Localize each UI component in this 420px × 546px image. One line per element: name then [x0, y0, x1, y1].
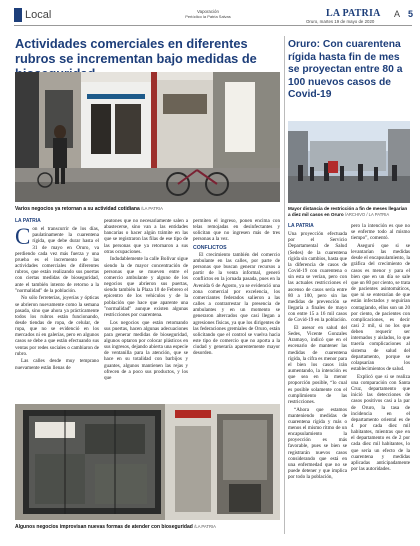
main-col-3 [193, 218, 280, 358]
dropcap: C [15, 224, 31, 250]
side-divider [284, 36, 285, 534]
side-col-1 [288, 223, 347, 482]
photo1-caption [15, 206, 280, 212]
main-col2-p3: Los negocios que están retomando sus puertas, hacen algunas adecuaciones para generar medidas de bioseguridad, algunos optaron por colocar plásticos en sus ingresos, dejando abierta una especie de ventanilla para la atención, que se hace en su totalidad con barbijos y guantes, algunos mantienen las rejas y ofrecen de a poco sus productos, y los que [104, 319, 188, 381]
main-col2-p2: Indudablemente la calle Bolívar sigue siendo la de mayor concentración de personas que se mueven entre el comercio ambulante y alguno de los negocios que abrieron sus puertas, siendo también la Plaza 10 de Febrero el epicentro de los vehículos y de la población que hace que aparente una "normalidad" aunque existen algunas restricciones por cuarentena. [104, 256, 188, 318]
side-col-2 [351, 223, 410, 474]
side-col1-p2: El asesor en salud del Sedes, Vicente Gonzales Aramayo, indicó que en el escenario de mantener las medidas de cuarentena rígida, la cifra es menor para el bien los casos irán aumentando, la intención es que sea en la menor proporción posible, “lo cual es posible solamente con el cumplimiento de las restricciones. [288, 325, 347, 405]
header-rule [14, 25, 412, 26]
paper-name: LA PATRIA [326, 8, 381, 19]
side-photo-caption-text: Mayor distancia de restricción a fin de meses llegarían a diez mil casos en Oruro [288, 206, 408, 217]
side-col1-p1: Una proyección efectuada por el Servicio Departamental de Salud (Sedes) de la cuarentena rígida sin cambios, hasta que la diferencia de casos de Covid-19 con cuarentena o sin esta se verían, pero con las actuales restricciones el ascenso de casos sería entre 80 a 100, pero sin las medidas de prevención se llegaría a finales de mayo con entre 15 a 16 mil casos de Covid-19 en la población. [288, 231, 347, 324]
street-crowd-photo [288, 121, 410, 203]
main-headline: Actividades comerciales en diferentes rubros se incrementan bajo medidas de [15, 36, 257, 66]
brand-line-2: Periódico la Patria Salvas [185, 14, 231, 19]
main-col1-p1: on el transcurrir de los días, paulatinamente la cuarentena rígida, que debe durar hasta el 31 de mayo en Oruro, va perdiendo cada vez más fuerza y una prueba es el incremento de las actividades comerciales de diferentes rubros, que están realizando sus puertas con ciertas medidas de bioseguridad, ante el también intento de retorno a la "normalidad" de la población. [15, 226, 99, 294]
dateline: Oruro, martes 19 de mayo de 2020 [306, 19, 375, 24]
side-byline: LA PATRIA [288, 223, 314, 229]
side-photo-caption [288, 206, 410, 217]
side-col2-p1: pero la intención es que no se enferme todo al mismo tiempo”, comentó. [351, 223, 410, 242]
side-col1-p3: “Ahora que estamos manteniendo medidas de cuarentena rígida y más o menos el mismo ritmo de un encapsulamiento la proyección es más favorable, pues se bien se registrarán nuevos casos considerando que está en una enfermedad que no se puede detener y que implica por todo la población, [288, 406, 347, 481]
page-number: 5 [408, 9, 414, 19]
main-col2-p1: peatones que no necesariamente salen a abastecerse, sino van a las entidades bancarias o hacer algún trámite en las que se registraron las filas de ese tipo de las personas que ya retornaron a sus otras ocupaciones. [104, 218, 188, 255]
side-col2-p2: Aseguró que si se levantarían las medidas desde el encapsulamiento, la gráfica del crecimiento de casos es menor y para el bien que en un día se sale que un 80 por ciento, se trata de pacientes asintomáticos, que ni se enterarían de que están infectados y seguirían contagiando, ellos son un 20 por ciento, de pacientes con complicaciones, es decir casi 2 mil, si no los que deben requerir ser internados y aislados, lo que traería complicaciones al sistema de salud del departamento, porque se colapsarían los establecimientos de salud. [351, 242, 410, 373]
main-col-1 [15, 218, 99, 372]
main-col3-p2: El crecimiento también del comercio ambulante en las calles, por parte de personas que buscan generar recursos a partir de la venta informal, generó conflictos en la jornada pasada, pues en la Avenida 6 de Agosto, ya se evidenció una zona comercial por excelencia, los comerciantes federados salieron a las calles a contrarrestar la presencia de ambulantes y en un momento se generaron altercados que casi llegan a agresiones físicas, ya que los dirigentes de las federaciones gremiales de Oruro, están solicitando que el control se vuelva hacia este tipo de comercio que no aporta a la ciudad y generaría aparentemente mayor desorden. [193, 251, 280, 357]
side-headline: Oruro: Con cuarentena rígida hasta fin de mes se proyectan entre 80 a 100 nuevos casos de Covid-19 [288, 39, 403, 100]
main-col-2 [104, 218, 188, 383]
photo1-caption-text: Varios negocios ya retornan a su actividad cotidiana [15, 206, 140, 212]
brand-line-1: Vaporación [197, 9, 219, 14]
page-letter: A [394, 9, 401, 19]
section-label: Local [25, 9, 52, 21]
shop-window-photo-drawing [15, 404, 280, 520]
photo2-caption [15, 524, 280, 530]
storefront-photo [15, 72, 280, 202]
shop-window-photo [15, 404, 280, 520]
main-col3-p1: permiten el ingreso, ponen encima con telas remojadas en desinfectantes y solicitan que no ingresen más de tres personas a la vez. [193, 218, 280, 243]
photo1-credit: /LA PATRIA [141, 206, 163, 211]
side-photo-credit: /ARCHIVO / LA PATRIA [344, 211, 390, 217]
main-col1-p2: No sólo ferreterías, joyerías y ópticas se abrieron nuevamente como la semana pasada, sino que ahora ya prácticamente todos los rubros están funcionando, desde tiendas de ropa, de celular, de ropa, que no se evidenció en los mercados ni en galerías, pero en algunos casos se debe a que están efectuando sus ventas por redes sociales o cambiaron de rubro. [15, 295, 99, 357]
page-header [14, 8, 412, 32]
main-col1-p3: Las calles desde muy temprano nuevamente están llenas de [15, 358, 99, 371]
conflictos-heading: CONFLICTOS [193, 244, 227, 251]
header-blue-bar [14, 8, 22, 22]
main-byline: LA PATRIA [15, 218, 41, 224]
photo2-credit: /LA PATRIA [194, 524, 216, 529]
side-col2-p3: Explicó que si se realiza una comparación con Santa Cruz, departamento que inició las detecciones de casos positivos casi a la par de Oruro, la tasa de incidencia en el departamento oriental es de 4 por cada diez mil habitantes, mientras que en el departamento es de 2 por cada diez mil habitantes, lo que sería un efecto de la cuarentena y medidas aplicadas anticipadamente por las autoridades. [351, 373, 410, 473]
street-crowd-photo-drawing [288, 121, 410, 203]
photo2-caption-text: Algunos negocios improvisan nuevas formas de atender con bioseguridad [15, 524, 193, 530]
storefront-photo-drawing [15, 72, 280, 202]
